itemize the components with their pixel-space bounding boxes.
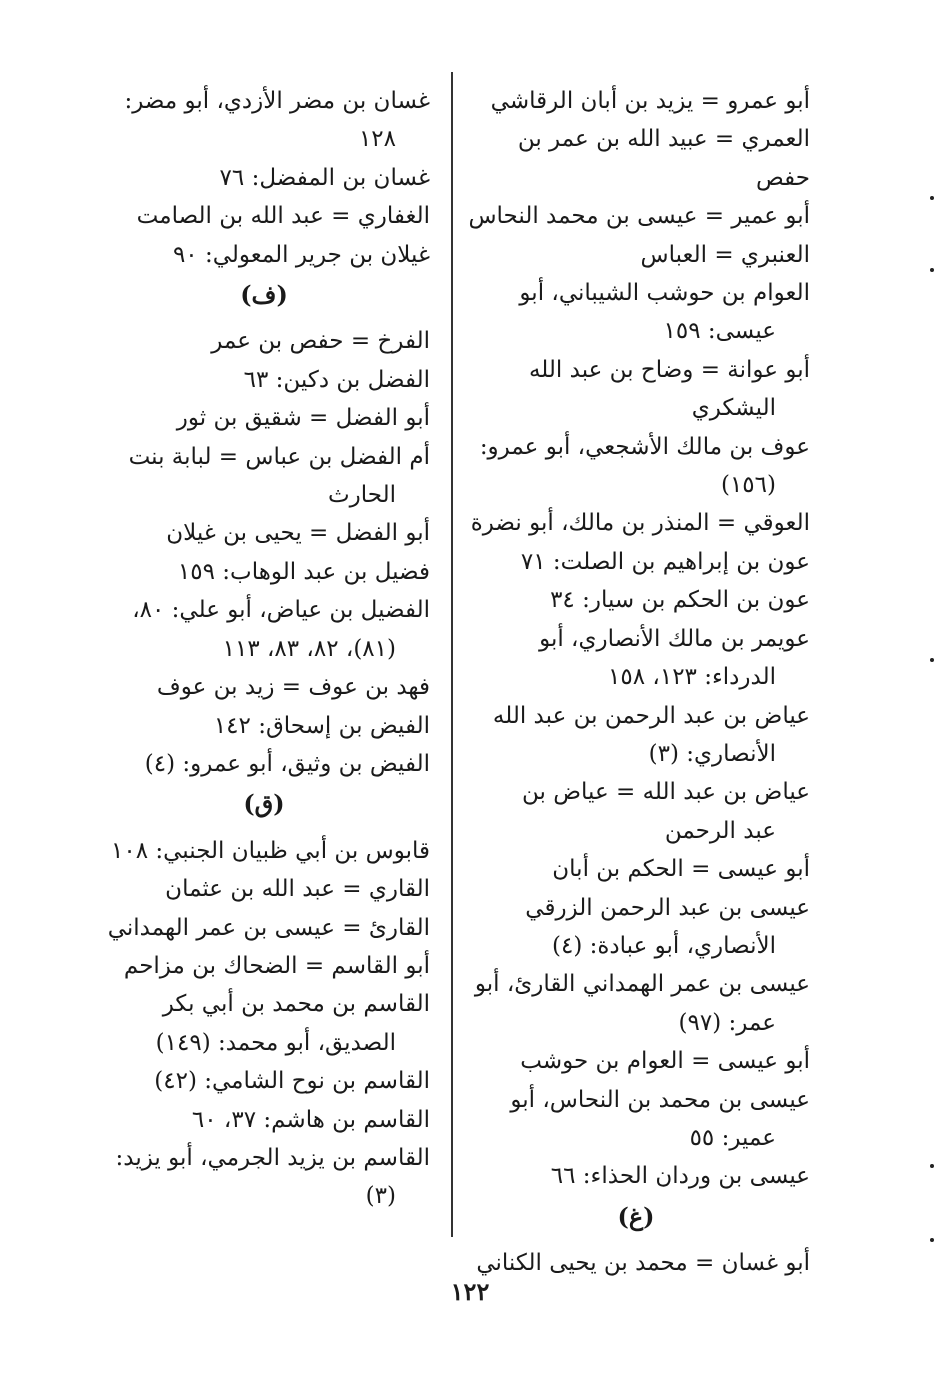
index-entry — [462, 82, 810, 120]
index-entry-text: القاسم بن نوح الشامي: (٤٢) — [154, 1068, 430, 1095]
index-entry — [98, 82, 430, 159]
index-entry-text: أبو القاسم = الضحاك بن مزاحم — [123, 952, 430, 979]
index-entry — [98, 707, 430, 745]
index-entry-continuation: عمير: ٥٥ — [689, 1124, 776, 1151]
index-entry-continuation: عيسى: ١٥٩ — [663, 318, 776, 345]
index-entry-text: عياض بن عبد الله = عياض بن — [522, 779, 810, 806]
index-entry-text: القاسم بن يزيد الجرمي، أبو يزيد: — [115, 1144, 430, 1171]
index-entry-text: عوف بن مالك الأشجعي، أبو عمرو: — [479, 433, 810, 460]
index-entry-continuation: الصديق، أبو محمد: (١٤٩) — [155, 1029, 396, 1056]
index-entry — [462, 504, 810, 542]
index-entry — [462, 1081, 810, 1158]
index-entry-text: فهد بن عوف = زيد بن عوف — [156, 674, 430, 701]
index-entry — [462, 850, 810, 888]
index-entry-text: الفضيل بن عياض، أبو علي: ٨٠، — [132, 597, 430, 624]
index-entry — [462, 773, 810, 850]
index-entry — [98, 399, 430, 437]
index-entry — [462, 197, 810, 235]
index-entry — [462, 274, 810, 351]
index-entry-text: غسان بن مضر الأزدي، أبو مضر: — [124, 88, 430, 114]
page-number: ١٢٢ — [450, 1277, 490, 1306]
index-entry-text: القاسم بن محمد بن أبي بكر — [162, 991, 430, 1018]
index-entry-continuation: الدرداء: ١٢٣، ١٥٨ — [608, 664, 776, 691]
index-entry — [98, 159, 430, 197]
index-entry-text: أبو غسان = محمد بن يحيى الكناني — [476, 1250, 810, 1277]
index-entry-text: عيسى بن محمد بن النحاس، أبو — [510, 1086, 810, 1113]
index-entry — [98, 1139, 430, 1216]
index-entry — [98, 947, 430, 985]
index-column-right — [462, 82, 810, 1283]
index-entry-continuation: اليشكري — [691, 395, 776, 422]
index-entry-text: أبو عوانة = وضاح بن عبد الله — [528, 356, 810, 383]
index-entry-text: العمري = عبيد الله بن عمر بن حفص — [517, 126, 810, 191]
index-entry-text: غيلان بن جرير المعولي: ٩٠ — [172, 241, 430, 268]
index-entry — [98, 591, 430, 668]
margin-mark — [930, 1164, 934, 1168]
index-entry-text: الفرخ = حفص بن عمر — [211, 328, 430, 355]
index-entry — [462, 351, 810, 428]
letter-heading: (ق) — [243, 789, 285, 819]
index-entry-continuation: الحارث — [327, 482, 396, 509]
index-entry-text: الغفاري = عبد الله بن الصامت — [136, 203, 430, 230]
index-entry-text: غسان بن المفضل: ٧٦ — [219, 164, 430, 191]
index-entry-text: قابوس بن أبي ظبيان الجنبي: ١٠٨ — [111, 837, 430, 864]
index-entry — [98, 236, 430, 274]
index-entry-text: أبو عيسى = العوام بن حوشب — [520, 1048, 810, 1075]
index-entry-text: العوقي = المنذر بن مالك، أبو نضرة — [470, 510, 810, 537]
index-entry-text: أبو الفضل = يحيى بن غيلان — [166, 520, 430, 547]
index-entry-continuation: ١٢٨ — [358, 126, 396, 153]
index-entry — [462, 1042, 810, 1080]
index-column-left — [98, 82, 430, 1216]
letter-heading: (غ) — [617, 1201, 655, 1231]
index-entry-text: عياض بن عبد الرحمن بن عبد الله — [492, 702, 810, 729]
margin-mark — [930, 268, 934, 272]
index-entry-text: العوام بن حوشب الشيباني، أبو — [519, 280, 810, 307]
index-entry-continuation: (١٥٦) — [720, 472, 776, 499]
index-entry — [98, 1062, 430, 1100]
index-entry-text: الفيض بن إسحاق: ١٤٢ — [213, 712, 430, 739]
index-entry — [98, 438, 430, 515]
index-entry — [98, 322, 430, 360]
letter-heading: (ف) — [240, 280, 288, 310]
index-entry-text: أبو عمرو = يزيد بن أبان الرقاشي — [490, 88, 810, 114]
index-entry-continuation: عمر: (٩٧) — [678, 1009, 776, 1036]
index-entry — [98, 745, 430, 783]
index-entry-text: عيسى بن عمر الهمداني القارئ، أبو — [474, 971, 810, 998]
index-entry — [462, 697, 810, 774]
index-entry — [98, 832, 430, 870]
index-entry-text: عون بن إبراهيم بن الصلت: ٧١ — [520, 548, 810, 575]
index-entry — [98, 514, 430, 552]
index-entry — [462, 120, 810, 197]
index-entry-continuation: عبد الرحمن — [664, 817, 776, 844]
index-entry-text: عيسى بن وردان الحذاء: ٦٦ — [550, 1163, 810, 1190]
column-divider — [451, 72, 453, 1237]
index-entry-text: القاري = عبد الله بن عثمان — [165, 876, 430, 903]
index-entry — [462, 1157, 810, 1195]
index-entry — [462, 428, 810, 505]
index-entry-text: القارئ = عيسى بن عمر الهمداني — [107, 914, 430, 941]
margin-mark — [930, 1238, 934, 1242]
index-entry — [98, 668, 430, 706]
index-entry — [98, 197, 430, 235]
index-entry — [98, 870, 430, 908]
index-entry — [462, 543, 810, 581]
margin-mark — [930, 196, 934, 200]
index-entry — [462, 236, 810, 274]
index-entry-text: الفيض بن وثيق، أبو عمرو: (٤) — [144, 750, 430, 777]
index-entry-continuation: الأنصاري: (٣) — [648, 740, 776, 767]
index-entry-text: عون بن الحكم بن سيار: ٣٤ — [550, 587, 810, 614]
index-entry — [462, 581, 810, 619]
index-entry-continuation: (٨١)، ٨٢، ٨٣، ١١٣ — [222, 635, 396, 662]
index-entry-text: القاسم بن هاشم: ٣٧، ٦٠ — [191, 1106, 430, 1133]
index-entry-text: أم الفضل بن عباس = لبابة بنت — [128, 443, 430, 470]
index-entry — [462, 965, 810, 1042]
index-entry-text: فضيل بن عبد الوهاب: ١٥٩ — [177, 558, 430, 585]
index-entry — [98, 1101, 430, 1139]
index-entry-continuation: الأنصاري، أبو عبادة: (٤) — [551, 932, 776, 959]
index-entry — [98, 361, 430, 399]
index-entry-text: أبو الفضل = شقيق بن ثور — [176, 405, 430, 432]
margin-mark — [930, 658, 934, 662]
index-entry — [98, 909, 430, 947]
index-entry-text: عويمر بن مالك الأنصاري، أبو — [539, 625, 810, 652]
index-entry-text: أبو عيسى = الحكم بن أبان — [552, 856, 810, 883]
index-entry-continuation: (٣) — [365, 1183, 396, 1210]
index-entry — [98, 985, 430, 1062]
index-entry — [462, 889, 810, 966]
index-entry — [98, 553, 430, 591]
index-entry — [462, 620, 810, 697]
index-entry-text: عيسى بن عبد الرحمن الزرقي — [525, 894, 810, 921]
index-entry-text: أبو عمير = عيسى بن محمد النحاس — [468, 203, 810, 230]
index-entry-text: الفضل بن دكين: ٦٣ — [243, 366, 430, 393]
index-entry-text: العنبري = العباس — [640, 241, 810, 268]
